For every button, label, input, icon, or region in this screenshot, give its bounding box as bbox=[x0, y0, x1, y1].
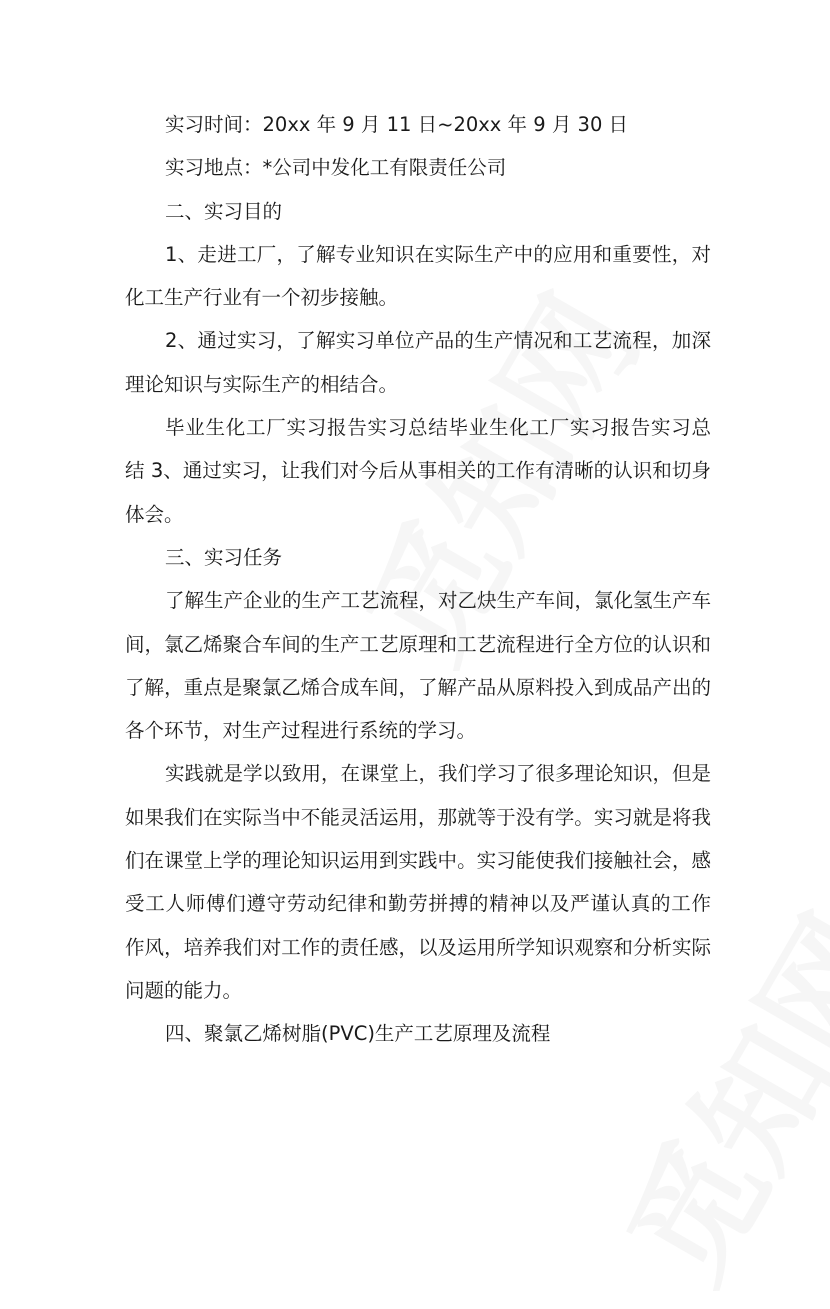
text-line: 实习地点：*公司中发化工有限责任公司 bbox=[165, 156, 507, 180]
paragraph bbox=[125, 406, 711, 536]
text-line: 各个环节，对生产过程进行系统的学习。 bbox=[125, 719, 477, 743]
text-line: 四、聚氯乙烯树脂(PVC)生产工艺原理及流程 bbox=[165, 1022, 551, 1046]
text-line: 化工生产行业有一个初步接触。 bbox=[125, 286, 399, 310]
text-line: 毕业生化工厂实习报告实习总结毕业生化工厂实习报告实习总 bbox=[165, 416, 711, 440]
paragraph bbox=[125, 233, 711, 320]
text-line: 实习时间：20xx 年 9 月 11 日~20xx 年 9 月 30 日 bbox=[165, 113, 629, 136]
text-line: 结 3、通过实习，让我们对今后从事相关的工作有清晰的认识和切身 bbox=[125, 459, 711, 483]
document-page bbox=[125, 103, 711, 1056]
text-line: 体会。 bbox=[125, 502, 184, 526]
text-line: 2、通过实习，了解实习单位产品的生产情况和工艺流程，加深 bbox=[165, 329, 711, 353]
paragraph bbox=[125, 190, 711, 233]
text-line: 了解，重点是聚氯乙烯合成车间，了解产品从原料投入到成品产出的 bbox=[125, 675, 711, 699]
paragraph bbox=[125, 103, 711, 146]
text-line: 理论知识与实际生产的相结合。 bbox=[125, 372, 399, 396]
text-line: 如果我们在实际当中不能灵活运用，那就等于没有学。实习就是将我 bbox=[125, 805, 711, 829]
text-line: 1、走进工厂，了解专业知识在实际生产中的应用和重要性，对 bbox=[165, 242, 711, 266]
text-line: 二、实习目的 bbox=[165, 199, 283, 223]
text-line: 间，氯乙烯聚合车间的生产工艺原理和工艺流程进行全方位的认识和 bbox=[125, 632, 711, 656]
paragraph bbox=[125, 1012, 711, 1055]
text-line: 受工人师傅们遵守劳动纪律和勤劳拼搏的精神以及严谨认真的工作 bbox=[125, 892, 711, 916]
text-line: 问题的能力。 bbox=[125, 978, 243, 1002]
paragraph bbox=[125, 536, 711, 579]
text-line: 三、实习任务 bbox=[165, 545, 283, 569]
paragraph bbox=[125, 319, 711, 406]
text-line: 实践就是学以致用，在课堂上，我们学习了很多理论知识，但是 bbox=[165, 762, 712, 786]
text-line: 们在课堂上学的理论知识运用到实践中。实习能使我们接触社会，感 bbox=[125, 849, 711, 873]
paragraph bbox=[125, 752, 711, 1012]
text-line: 了解生产企业的生产工艺流程，对乙炔生产车间，氯化氢生产车 bbox=[165, 589, 712, 613]
paragraph bbox=[125, 146, 711, 189]
text-line: 作风，培养我们对工作的责任感，以及运用所学知识观察和分析实际 bbox=[125, 935, 711, 959]
paragraph bbox=[125, 579, 711, 752]
